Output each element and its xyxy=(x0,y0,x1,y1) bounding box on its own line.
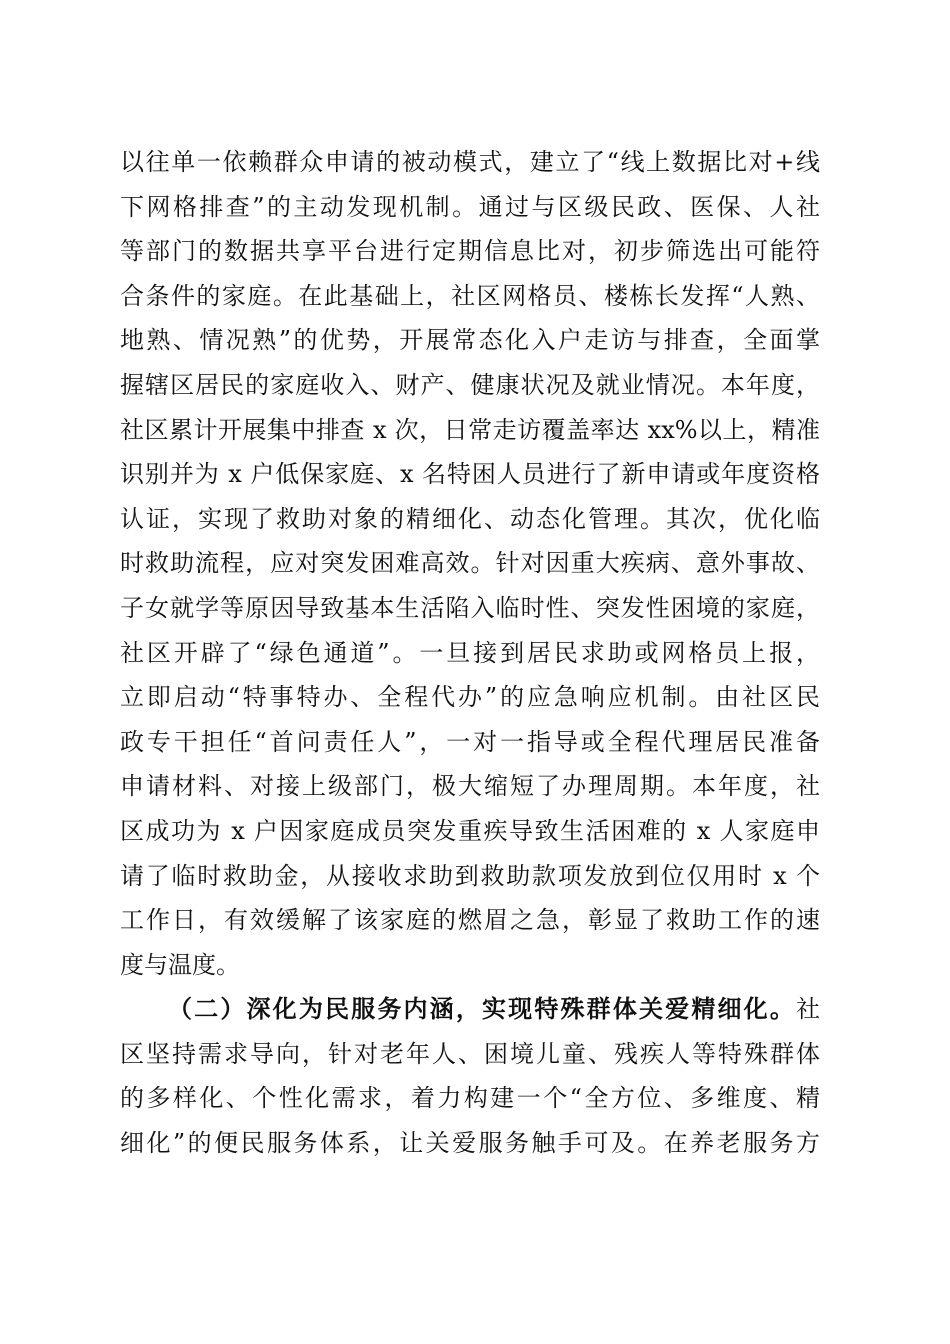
text-line: 区坚持需求导向，针对老年人、困境儿童、残疾人等特殊群体 xyxy=(120,1039,820,1068)
text-line: 细化”的便民服务体系，让关爱服务触手可及。在养老服务方 xyxy=(120,1129,820,1158)
text-line: 等部门的数据共享平台进行定期信息比对，初步筛选出可能符 xyxy=(120,237,820,266)
text-line: 地熟、情况熟”的优势，开展常态化入户走访与排查，全面掌 xyxy=(120,326,820,355)
text-line: 子女就学等原因导致基本生活陷入临时性、突发性困境的家庭， xyxy=(120,593,820,622)
text-line: 立即启动“特事特办、全程代办”的应急响应机制。由社区民 xyxy=(120,683,820,712)
text-line: 度与温度。 xyxy=(120,950,240,979)
text-line: 社区开辟了“绿色通道”。一旦接到居民求助或网格员上报， xyxy=(120,638,820,667)
text-line: 以往单一依赖群众申请的被动模式，建立了“线上数据比对+线 xyxy=(120,148,820,176)
section-heading: （二）深化为民服务内涵，实现特殊群体关爱精细化。 xyxy=(168,994,796,1024)
text-fragment: 社 xyxy=(796,995,820,1024)
text-line: 工作日，有效缓解了该家庭的燃眉之急，彰显了救助工作的速 xyxy=(120,906,820,935)
text-line: 认证，实现了救助对象的精细化、动态化管理。其次，优化临 xyxy=(120,504,820,533)
text-line: 政专干担任“首问责任人”，一对一指导或全程代理居民准备 xyxy=(120,727,820,756)
text-line: 识别并为 x 户低保家庭、x 名特困人员进行了新申请或年度资格 xyxy=(120,460,820,489)
text-line: 的多样化、个性化需求，着力构建一个“全方位、多维度、精 xyxy=(120,1084,820,1113)
text-line: 请了临时救助金，从接收求助到救助款项发放到位仅用时 x 个 xyxy=(120,861,820,890)
document-body xyxy=(120,140,820,1166)
text-line: 下网格排查”的主动发现机制。通过与区级民政、医保、人社 xyxy=(120,192,820,221)
text-line: 申请材料、对接上级部门，极大缩短了办理周期。本年度，社 xyxy=(120,772,820,801)
text-line: 社区累计开展集中排查 x 次，日常走访覆盖率达 xx%以上，精准 xyxy=(120,415,820,444)
section-heading-line xyxy=(120,987,820,1032)
text-line: 区成功为 x 户因家庭成员突发重疾导致生活困难的 x 人家庭申 xyxy=(120,816,820,845)
text-line: 握辖区居民的家庭收入、财产、健康状况及就业情况。本年度， xyxy=(120,370,820,399)
paragraph-2 xyxy=(120,987,820,1165)
text-line: 时救助流程，应对突发困难高效。针对因重大疾病、意外事故、 xyxy=(120,549,820,578)
paragraph-1 xyxy=(120,140,820,987)
text-line: 合条件的家庭。在此基础上，社区网格员、楼栋长发挥“人熟、 xyxy=(120,281,820,310)
